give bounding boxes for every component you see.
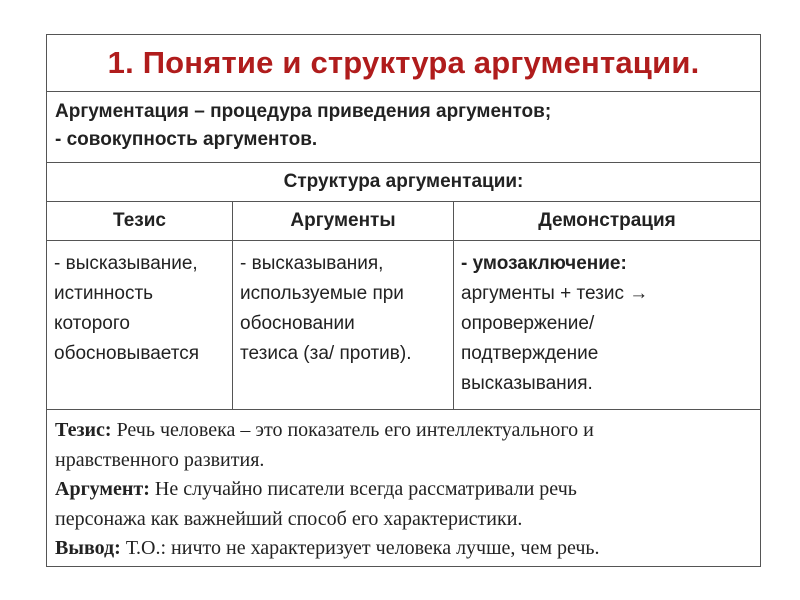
example-argument-line-2: персонажа как важнейший способ его характеристики.: [55, 507, 523, 530]
argument-text: Не случайно писатели всегда рассматривали речь: [149, 478, 577, 500]
column-header-demonstration: Демонстрация: [454, 202, 761, 241]
definition-cell: [47, 92, 761, 163]
slide-title: 1. Понятие и структура аргументации.: [47, 35, 761, 92]
definition-line-1: Аргументация – процедура приведения аргументов;: [55, 101, 552, 122]
column-header-thesis: Тезис: [47, 202, 233, 241]
thesis-label: Тезис:: [55, 419, 112, 441]
thesis-text: Речь человека – это показатель его интеллектуального и: [111, 419, 594, 441]
thesis-line: обосновывается: [54, 343, 199, 364]
arguments-line: используемые при: [240, 283, 404, 304]
thesis-line: которого: [54, 313, 130, 334]
demonstration-line: высказывания.: [461, 373, 593, 394]
example-thesis-line-1: [55, 416, 752, 446]
demonstration-line: опровержение/: [461, 313, 595, 334]
argument-label: Аргумент:: [55, 478, 150, 500]
arguments-line: - высказывания,: [240, 253, 384, 274]
argumentation-table: [46, 34, 761, 567]
demonstration-line: подтверждение: [461, 343, 599, 364]
thesis-line: истинность: [54, 283, 154, 304]
column-header-arguments: Аргументы: [233, 202, 454, 241]
arguments-line: тезиса (за/ против).: [240, 343, 412, 364]
arguments-line: обосновании: [240, 313, 355, 334]
thesis-description: [47, 241, 233, 410]
arguments-description: [233, 241, 454, 410]
example-argument-line-1: [55, 475, 752, 505]
definition-line-2: - совокупность аргументов.: [55, 129, 318, 150]
example-thesis-line-2: нравственного развития.: [55, 448, 265, 471]
demonstration-lead: - умозаключение:: [461, 253, 627, 274]
example-conclusion-line: [55, 534, 752, 564]
conclusion-label: Вывод:: [55, 537, 121, 559]
demonstration-description: [454, 241, 761, 410]
demonstration-line: аргументы + тезис →: [461, 283, 649, 304]
structure-heading: Структура аргументации:: [47, 163, 761, 202]
conclusion-text: Т.О.: ничто не характеризует человека лучше, чем речь.: [120, 537, 600, 559]
example-cell: [47, 410, 761, 567]
thesis-line: - высказывание,: [54, 253, 198, 274]
